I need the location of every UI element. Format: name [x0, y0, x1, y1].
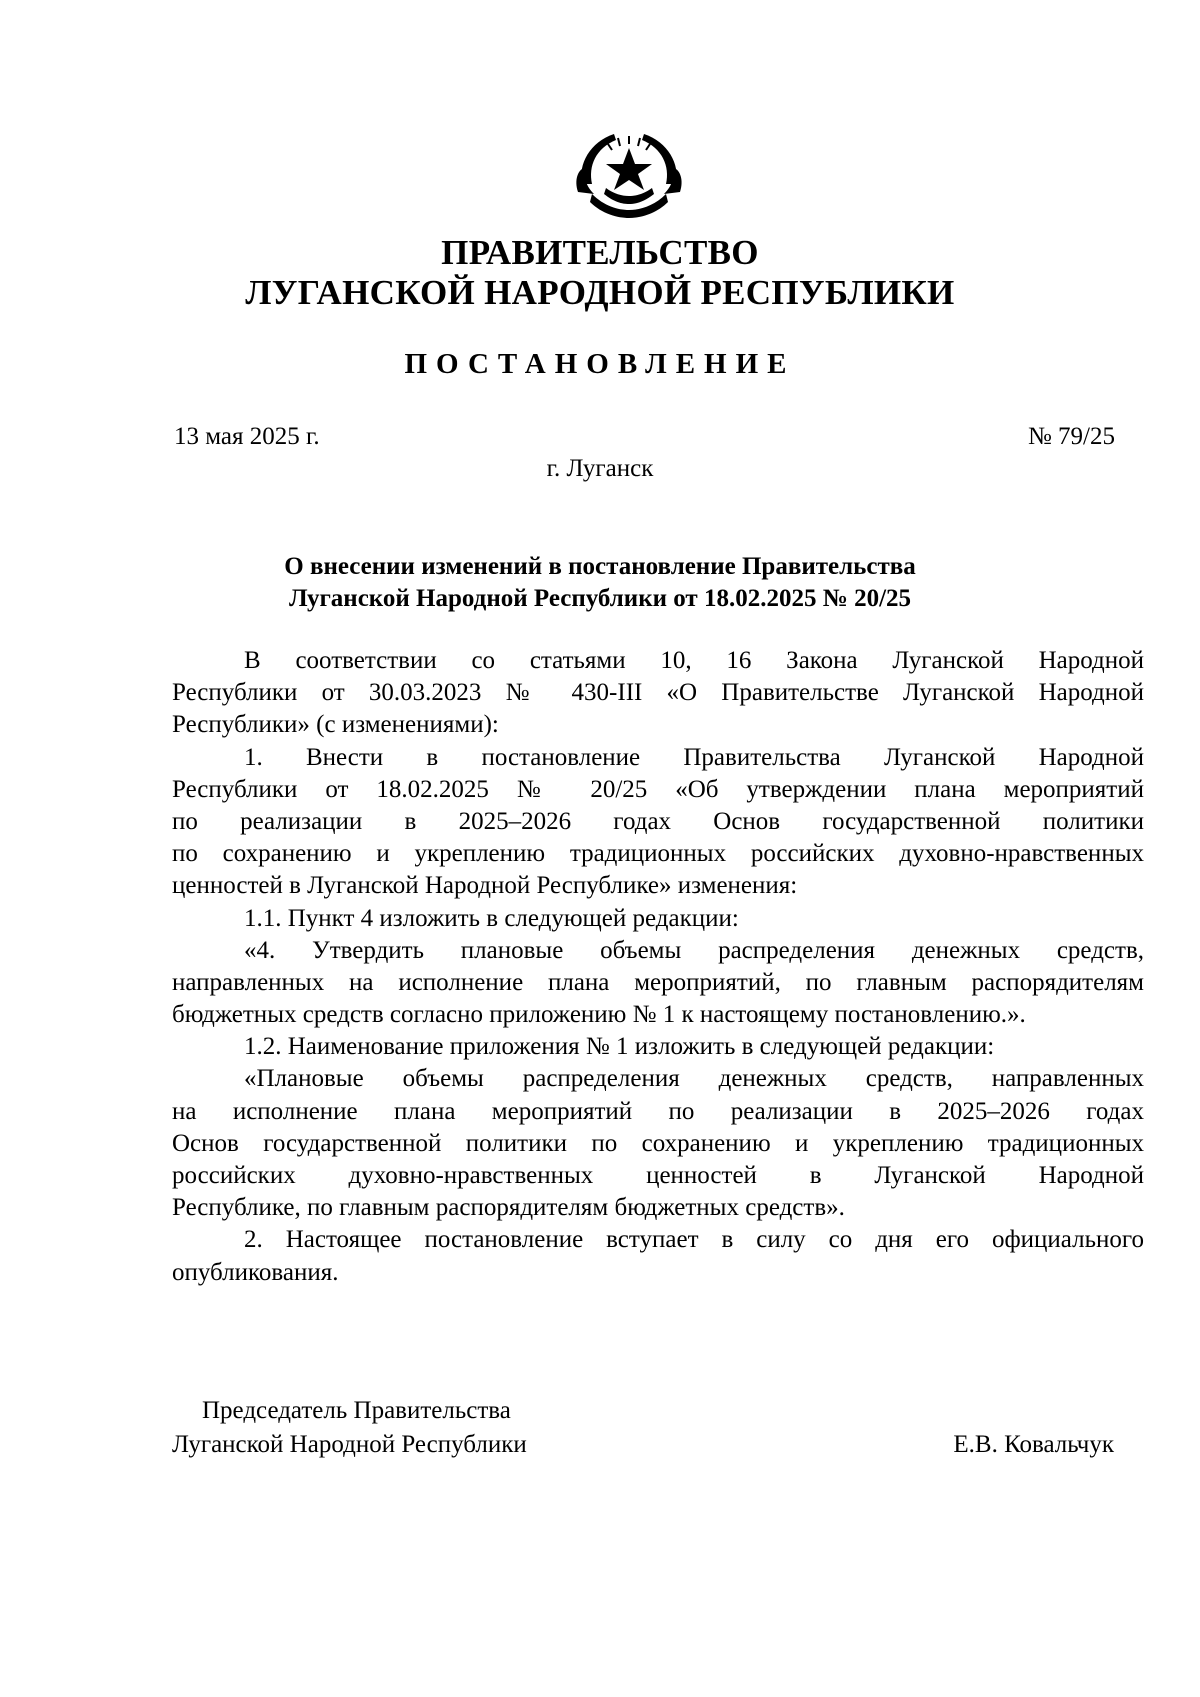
decree-city: г. Луганск — [546, 455, 654, 482]
body-line: направленных на исполнение плана мероприятий, по главным распорядителям — [172, 968, 1144, 996]
body-line: российских духовно-нравственных ценностей в Луганской Народной — [172, 1162, 1144, 1189]
body-line: на исполнение плана мероприятий по реализации в 2025–2026 годах — [172, 1097, 1144, 1125]
body-line: «4. Утвердить плановые объемы распределения денежных средств, — [244, 936, 1144, 964]
body-line: ценностей в Луганской Народной Республике» изменения: — [172, 872, 798, 900]
government-title-line1: ПРАВИТЕЛЬСТВО — [441, 233, 759, 272]
body-line: опубликования. — [172, 1258, 339, 1286]
signatory-position-line1: Председатель Правительства — [202, 1397, 511, 1424]
body-line: В соответствии со статьями 10, 16 Закона Луганской Народной — [244, 647, 1144, 674]
body-line: по реализации в 2025–2026 годах Основ государственной политики — [172, 807, 1144, 835]
body-line: Республики от 30.03.2023 № 430-III «О Правительстве Луганской Народной — [172, 679, 1144, 707]
body-line: Республике, по главным распорядителям бюджетных средств». — [172, 1194, 845, 1222]
body-line: Республики» (с изменениями): — [172, 711, 499, 739]
coat-of-arms-icon — [570, 128, 688, 218]
body-line: бюджетных средств согласно приложению № 1 к настоящему постановлению.». — [172, 1001, 1026, 1029]
document-type-title: ПОСТАНОВЛЕНИЕ — [404, 348, 796, 380]
decree-body — [172, 645, 1144, 1289]
subject-line2: Луганской Народной Республики от 18.02.2025 № 20/25 — [288, 585, 912, 612]
body-line: Основ государственной политики по сохранению и укреплению традиционных — [172, 1129, 1144, 1157]
signatory-position-line2: Луганской Народной Республики — [172, 1431, 527, 1458]
body-line: 1.1. Пункт 4 изложить в следующей редакции: — [244, 904, 739, 932]
body-line: «Плановые объемы распределения денежных средств, направленных — [244, 1065, 1144, 1093]
body-line: 1.2. Наименование приложения № 1 изложить в следующей редакции: — [244, 1033, 995, 1061]
body-line: 1. Внести в постановление Правительства Луганской Народной — [244, 743, 1144, 771]
body-line: по сохранению и укреплению традиционных российских духовно-нравственных — [172, 840, 1144, 868]
body-line: 2. Настоящее постановление вступает в силу со дня его официального — [244, 1226, 1144, 1254]
subject-line1: О внесении изменений в постановление Правительства — [284, 553, 916, 580]
signatory-name: Е.В. Ковальчук — [953, 1431, 1114, 1458]
decree-number: № 79/25 — [1027, 423, 1115, 450]
decree-date: 13 мая 2025 г. — [174, 423, 320, 450]
government-title-line2: ЛУГАНСКОЙ НАРОДНОЙ РЕСПУБЛИКИ — [245, 273, 955, 312]
body-line: Республики от 18.02.2025 № 20/25 «Об утверждении плана мероприятий — [172, 775, 1144, 803]
